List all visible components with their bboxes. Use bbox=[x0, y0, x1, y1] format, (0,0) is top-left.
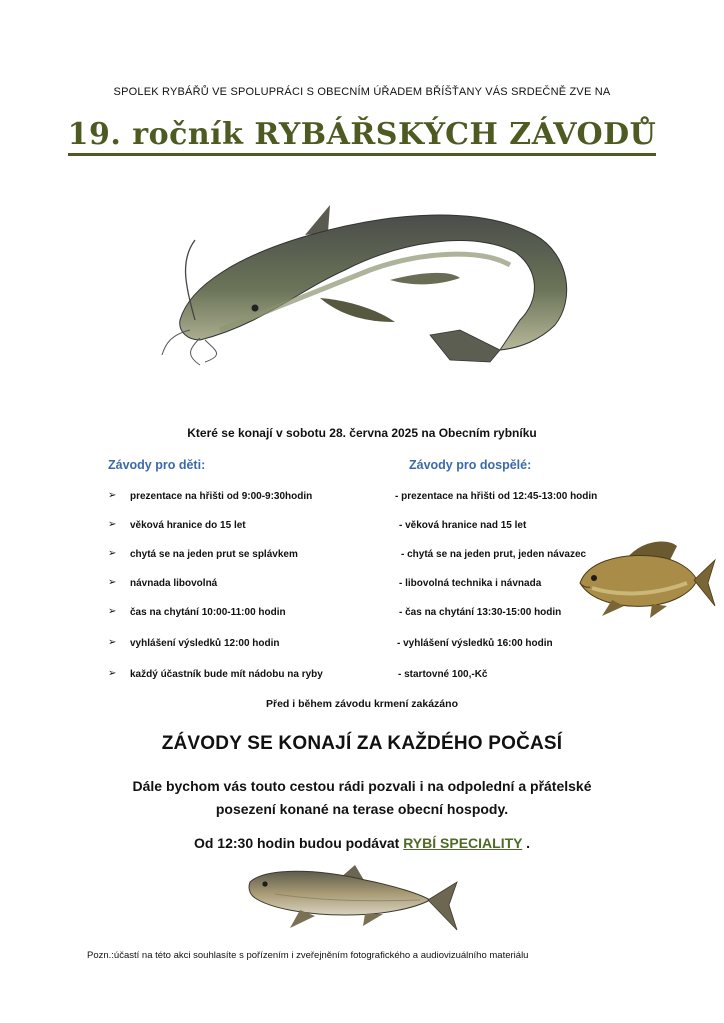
kids-rule-item: věková hranice do 15 let bbox=[130, 520, 246, 531]
kids-heading: Závody pro děti: bbox=[108, 458, 206, 472]
kids-rule-item: vyhlášení výsledků 12:00 hodin bbox=[130, 638, 280, 649]
intro-text: SPOLEK RYBÁŘŮ VE SPOLUPRÁCI S OBECNÍM ÚŘADEM BŘÍŠŤANY VÁS SRDEČNĚ ZVE NA bbox=[113, 86, 611, 98]
adults-rule-item: - vyhlášení výsledků 16:00 hodin bbox=[397, 638, 553, 649]
kids-rule-item: každý účastník bude mít nádobu na ryby bbox=[130, 669, 323, 680]
kids-rule-item: čas na chytání 10:00-11:00 hodin bbox=[130, 607, 286, 618]
footnote: Pozn.:účastí na této akci souhlasíte s pořízením i zveřejněním fotografického a audiovizuálního materiálu bbox=[87, 950, 529, 961]
adults-rule-item: - libovolná technika i návnada bbox=[399, 578, 542, 589]
weather-notice: ZÁVODY SE KONAJÍ ZA KAŽDÉHO POČASÍ bbox=[161, 733, 563, 754]
fish-illustration bbox=[245, 860, 460, 940]
kids-rule-item: prezentace na hřišti od 9:00-9:30hodin bbox=[130, 491, 313, 502]
adults-rule-item: - věková hranice nad 15 let bbox=[399, 520, 527, 531]
adults-rule-item: - prezentace na hřišti od 12:45-13:00 hodin bbox=[395, 491, 598, 502]
catfish-illustration bbox=[160, 190, 580, 390]
kids-bullet-icon: ➢ bbox=[108, 668, 117, 679]
page-title-text: 19. ročník RYBÁŘSKÝCH ZÁVODŮ bbox=[68, 117, 657, 156]
kids-bullet-icon: ➢ bbox=[108, 637, 117, 648]
kids-rule-item: návnada libovolná bbox=[130, 578, 218, 589]
invitation-line-2: posezení konané na terase obecní hospody. bbox=[215, 801, 509, 817]
carp-illustration bbox=[572, 538, 717, 620]
kids-bullet-icon: ➢ bbox=[108, 606, 117, 617]
kids-bullet-icon: ➢ bbox=[108, 490, 117, 501]
adults-rule-item: - čas na chytání 13:30-15:00 hodin bbox=[399, 607, 562, 618]
specialties-highlight: RYBÍ SPECIALITY bbox=[403, 835, 523, 851]
kids-bullet-icon: ➢ bbox=[108, 519, 117, 530]
specialties-suffix: . bbox=[522, 835, 531, 851]
kids-bullet-icon: ➢ bbox=[108, 577, 117, 588]
adults-rule-item: - chytá se na jeden prut, jeden návazec bbox=[401, 549, 587, 560]
event-date: Které se konají v sobotu 28. června 2025 na Obecním rybníku bbox=[187, 426, 537, 440]
invitation-text bbox=[0, 775, 724, 821]
kids-bullet-icon: ➢ bbox=[108, 548, 117, 559]
kids-rule-item: chytá se na jeden prut se splávkem bbox=[130, 549, 298, 560]
specialties-prefix: Od 12:30 hodin budou podávat bbox=[193, 835, 404, 851]
invitation-line-1: Dále bychom vás touto cestou rádi pozvali i na odpolední a přátelské bbox=[132, 778, 592, 794]
feeding-ban: Před i během závodu krmení zakázáno bbox=[266, 698, 458, 710]
adults-rule-item: - startovné 100,-Kč bbox=[398, 669, 488, 680]
page-title bbox=[0, 117, 724, 152]
specialties-line bbox=[0, 835, 724, 851]
adults-heading: Závody pro dospělé: bbox=[409, 458, 532, 472]
